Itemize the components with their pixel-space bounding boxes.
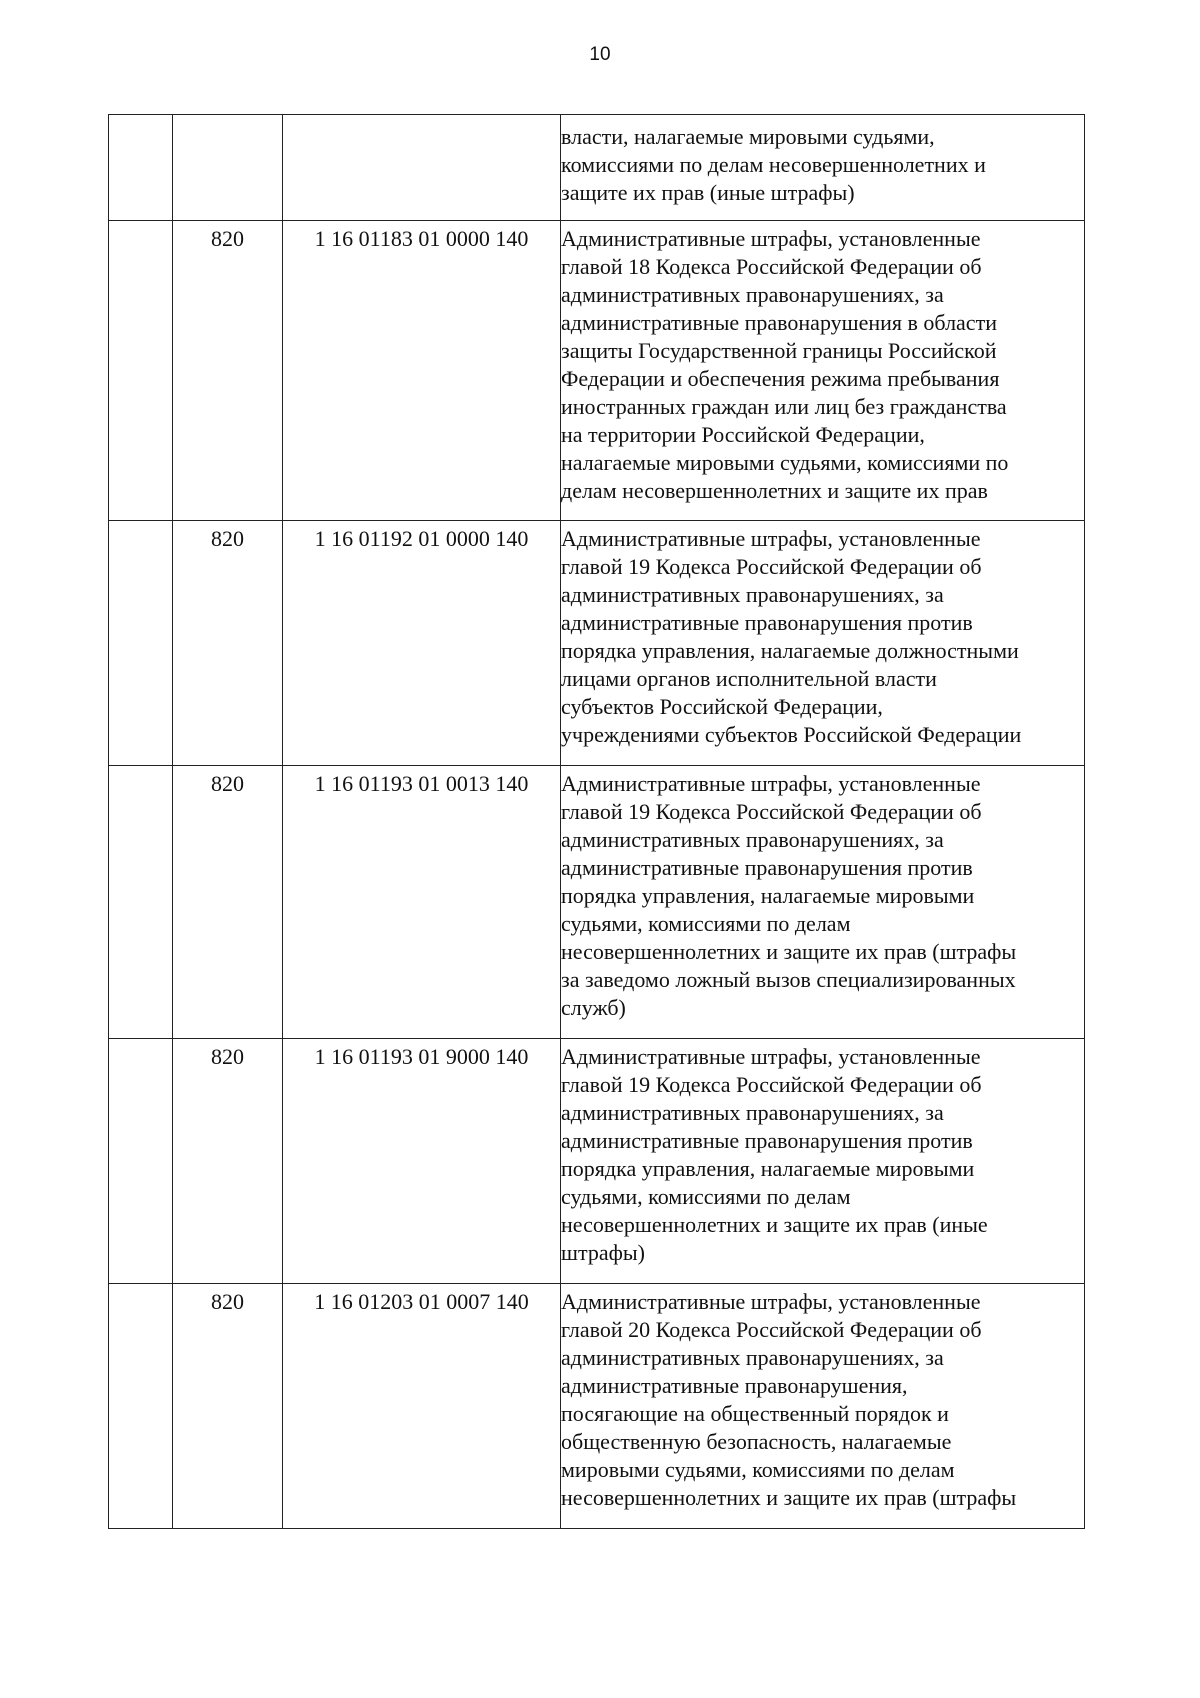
revenue-name-text: Административные штрафы, установленные главой 19 Кодекса Российской Федерации об административных правонарушениях, за административные правонарушения против порядка управления, налагаемые мировыми судьями, комиссиями по делам несовершеннолетних и защите их прав (штрафы за заведомо ложный вызов специализированных служб) [561, 771, 1017, 1020]
revenue-name-text: Административные штрафы, установленные главой 19 Кодекса Российской Федерации об административных правонарушениях, за административные правонарушения против порядка управления, налагаемые должностными лицами органов исполнительной власти субъектов Российской Федерации, учреждениями субъектов Российской Федерации [561, 526, 1022, 747]
table-row [109, 221, 1085, 521]
budget-code-cell: 1 16 01183 01 0000 140 [283, 221, 561, 521]
admin-code-cell: 820 [173, 1039, 283, 1284]
revenue-name-text: Административные штрафы, установленные главой 20 Кодекса Российской Федерации об административных правонарушениях, за административные правонарушения, посягающие на общественный порядок и общественную безопасность, налагаемые мировыми судьями, комиссиями по делам несовершеннолетних и защите их прав (штрафы [561, 1289, 1017, 1510]
admin-code-cell: 820 [173, 766, 283, 1039]
budget-code-cell: 1 16 01203 01 0007 140 [283, 1284, 561, 1529]
revenue-name-cell [561, 115, 1085, 221]
revenue-name-text: Административные штрафы, установленные главой 18 Кодекса Российской Федерации об административных правонарушениях, за административные правонарушения в области защиты Государственной границы Российской Федерации и обеспечения режима пребывания иностранных граждан или лиц без гражданства на территории Российской Федерации, налагаемые мировыми судьями, комиссиями по делам несовершеннолетних и защите их прав [561, 226, 1009, 503]
admin-code-cell: 820 [173, 221, 283, 521]
table-row [109, 766, 1085, 1039]
revenue-name-cell [561, 766, 1085, 1039]
revenue-name-cell [561, 1284, 1085, 1529]
table-cell-empty [109, 521, 173, 766]
budget-codes-table [108, 114, 1085, 1529]
revenue-name-text: власти, налагаемые мировыми судьями, комиссиями по делам несовершеннолетних и защите их прав (иные штрафы) [561, 124, 986, 205]
budget-code-cell: 1 16 01193 01 9000 140 [283, 1039, 561, 1284]
revenue-name-text: Административные штрафы, установленные главой 19 Кодекса Российской Федерации об административных правонарушениях, за административные правонарушения против порядка управления, налагаемые мировыми судьями, комиссиями по делам несовершеннолетних и защите их прав (иные штрафы) [561, 1044, 988, 1265]
table-row [109, 1284, 1085, 1529]
revenue-name-cell [561, 1039, 1085, 1284]
budget-code-cell [283, 115, 561, 221]
budget-code-cell: 1 16 01192 01 0000 140 [283, 521, 561, 766]
budget-code-cell: 1 16 01193 01 0013 140 [283, 766, 561, 1039]
table-cell-empty [109, 1039, 173, 1284]
table-row [109, 1039, 1085, 1284]
table-cell-empty [109, 115, 173, 221]
revenue-name-cell [561, 521, 1085, 766]
admin-code-cell [173, 115, 283, 221]
table-cell-empty [109, 221, 173, 521]
table-row [109, 115, 1085, 221]
page-number: 10 [589, 44, 611, 65]
admin-code-cell: 820 [173, 521, 283, 766]
revenue-name-cell [561, 221, 1085, 521]
table-row [109, 521, 1085, 766]
admin-code-cell: 820 [173, 1284, 283, 1529]
table-cell-empty [109, 1284, 173, 1529]
table-cell-empty [109, 766, 173, 1039]
